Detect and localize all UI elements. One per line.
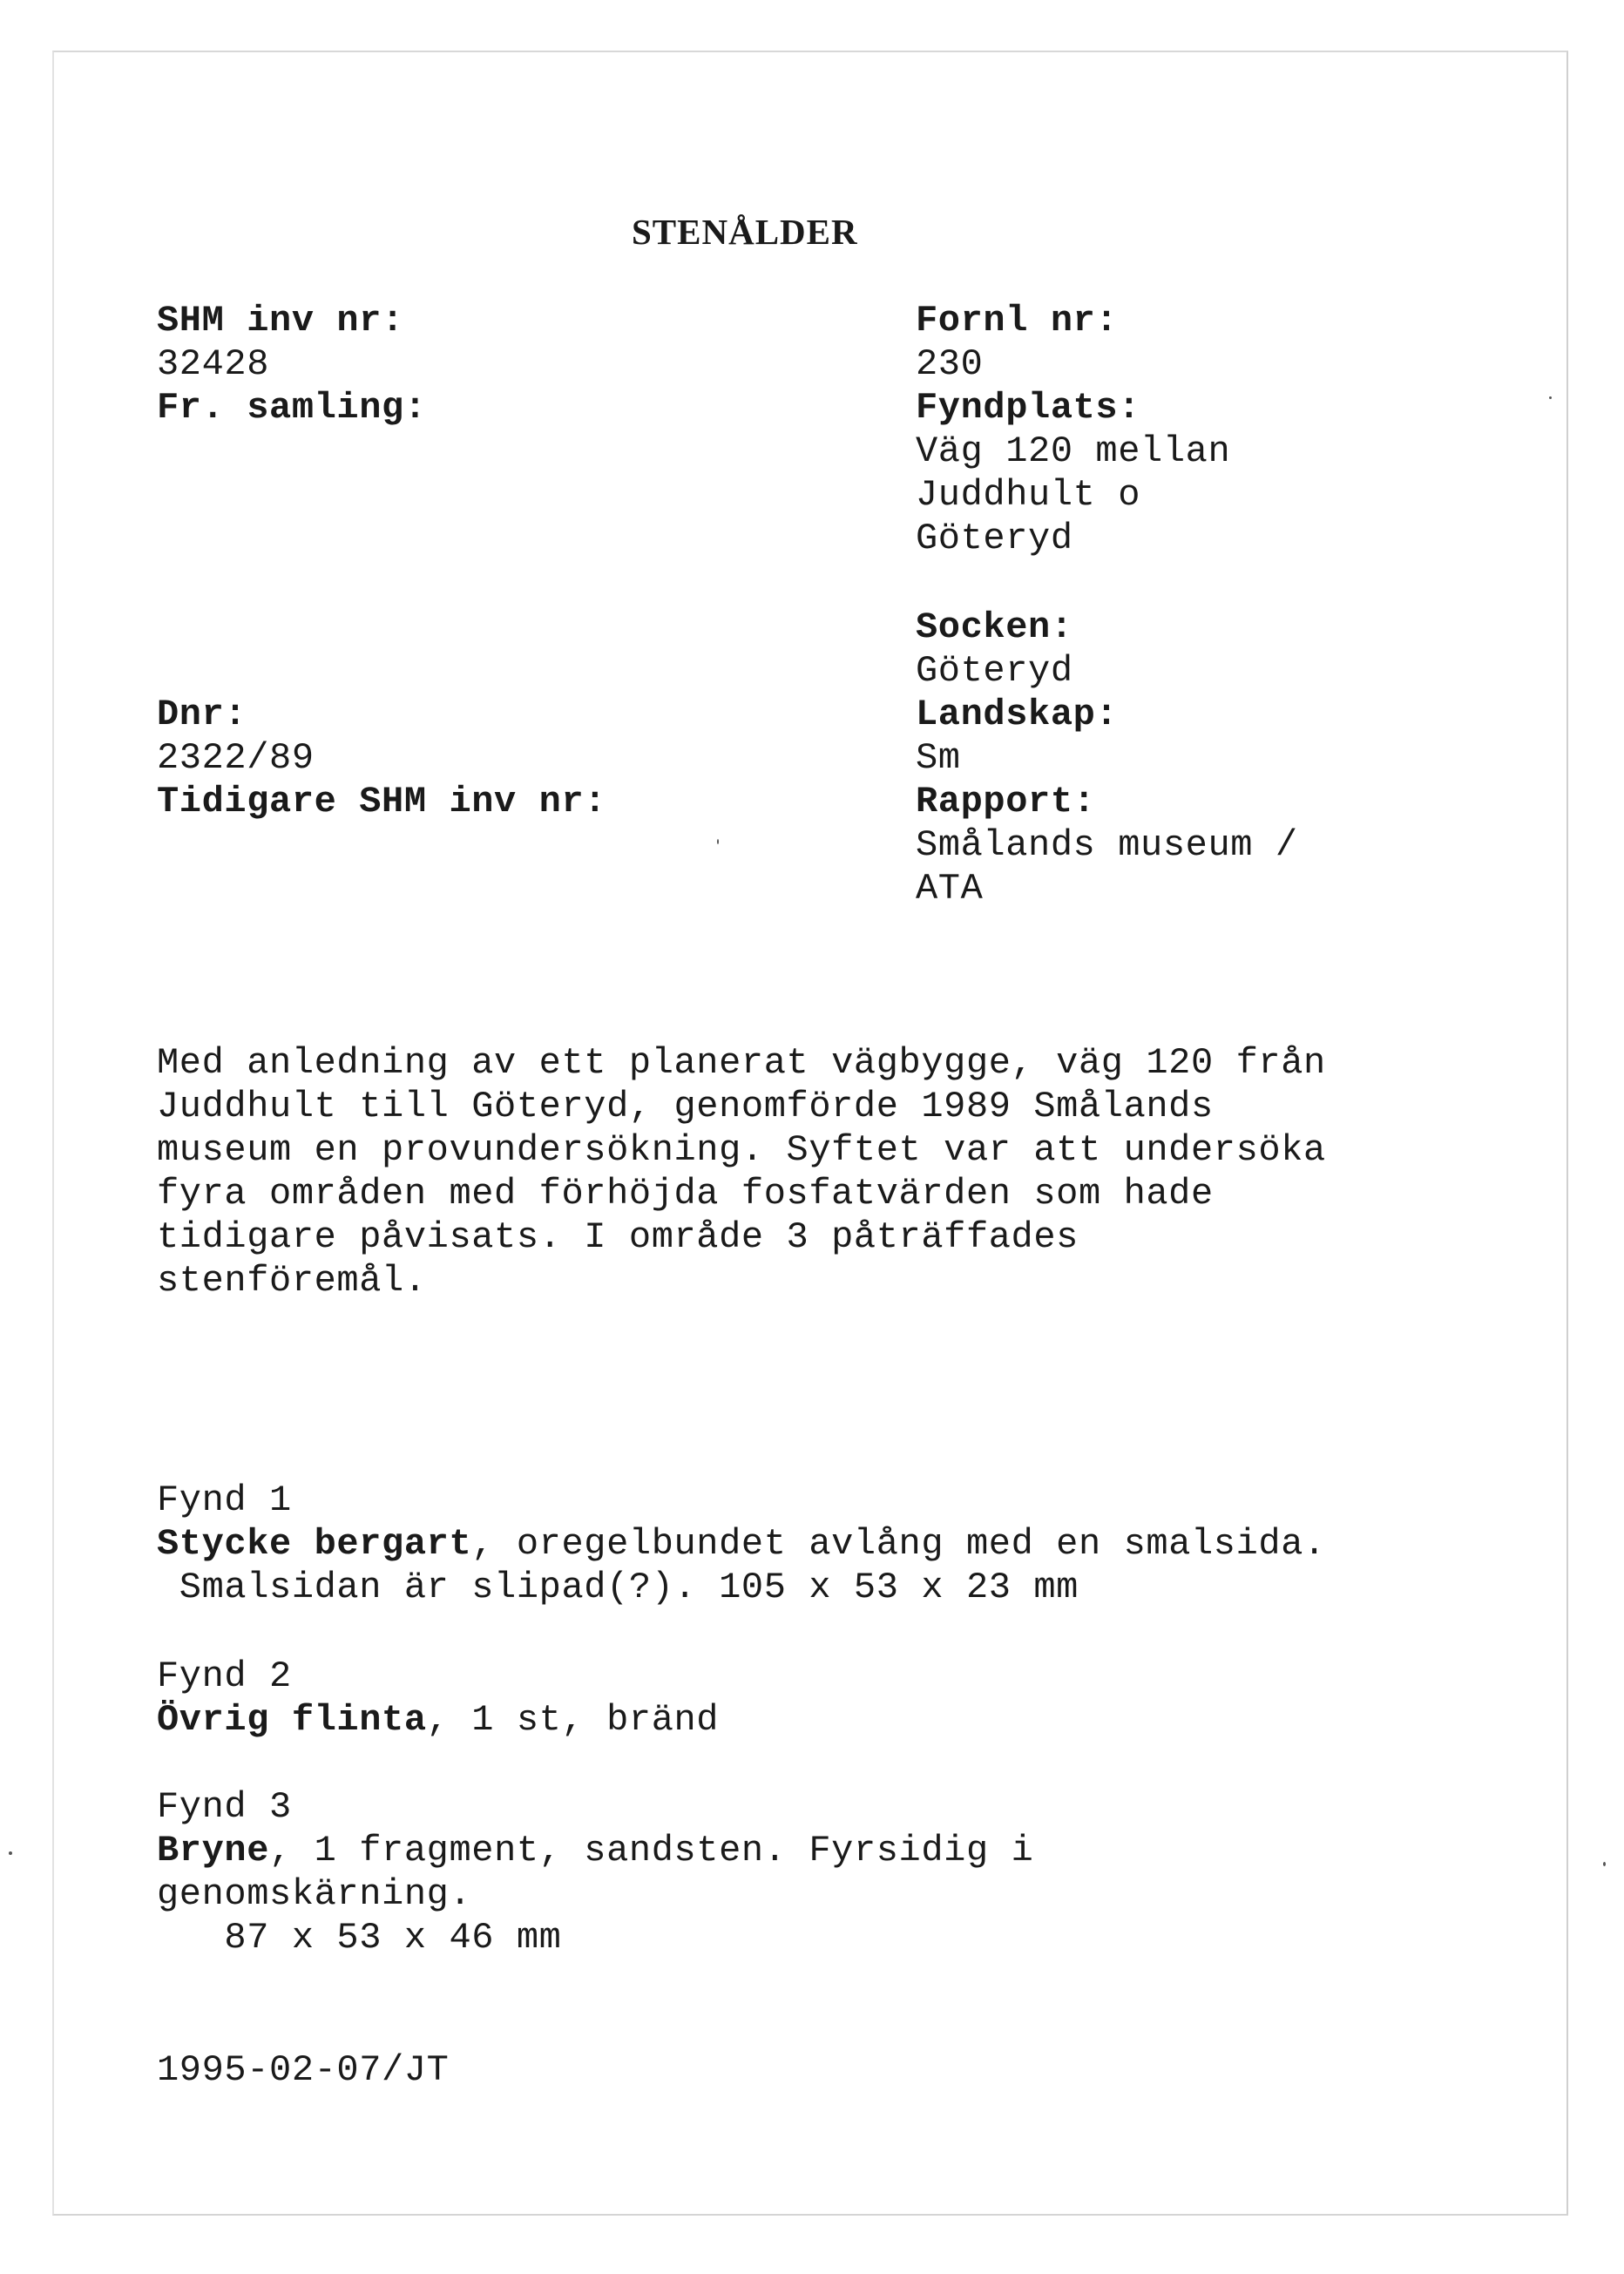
find-extra-line: genomskärning. — [157, 1873, 472, 1915]
find-heading: Fynd 3 — [157, 1786, 292, 1828]
fyndplats-line: Juddhult o — [916, 474, 1141, 516]
shm-inv-value: 32428 — [157, 343, 270, 385]
fyndplats-label: Fyndplats: — [916, 387, 1141, 429]
socken-label: Socken: — [916, 606, 1073, 648]
description-line: Juddhult till Göteryd, genomförde 1989 Smålands — [157, 1086, 1214, 1127]
landskap-label: Landskap: — [916, 694, 1119, 735]
description-line: museum en provundersökning. Syftet var att undersöka — [157, 1129, 1326, 1171]
find-details: , oregelbundet avlång med en smalsida. — [471, 1523, 1326, 1565]
find-name: Stycke bergart — [157, 1523, 472, 1565]
description-line: stenföremål. — [157, 1260, 427, 1302]
find-heading: Fynd 1 — [157, 1479, 292, 1521]
document-title: STENÅLDER — [632, 212, 858, 252]
find-description — [157, 1522, 1326, 1566]
find-description — [157, 1829, 1033, 1872]
find-details: , 1 fragment, sandsten. Fyrsidig i — [269, 1830, 1034, 1871]
scan-speck — [1603, 1862, 1606, 1866]
fr-samling-label: Fr. samling: — [157, 387, 427, 429]
signature-date: 1995-02-07/JT — [157, 2049, 450, 2091]
rapport-label: Rapport: — [916, 781, 1096, 822]
socken-value: Göteryd — [916, 650, 1073, 692]
find-heading: Fynd 2 — [157, 1655, 292, 1697]
description-line: tidigare påvisats. I område 3 påträffades — [157, 1216, 1079, 1258]
landskap-value: Sm — [916, 737, 961, 779]
description-line: Med anledning av ett planerat vägbygge, väg 120 från — [157, 1042, 1326, 1084]
rapport-line: Smålands museum / — [916, 824, 1298, 866]
dnr-value: 2322/89 — [157, 737, 315, 779]
scan-speck — [9, 1851, 12, 1855]
find-extra-line: Smalsidan är slipad(?). 105 x 53 x 23 mm — [157, 1567, 1079, 1608]
rapport-line: ATA — [916, 868, 984, 910]
dnr-label: Dnr: — [157, 694, 247, 735]
find-description — [157, 1698, 719, 1742]
fornl-label: Fornl nr: — [916, 300, 1119, 342]
scan-speck — [1549, 396, 1552, 399]
fyndplats-line: Göteryd — [916, 518, 1073, 559]
find-name: Övrig flinta — [157, 1699, 427, 1741]
fornl-value: 230 — [916, 343, 984, 385]
description-line: fyra områden med förhöjda fosfatvärden som hade — [157, 1173, 1214, 1215]
tidigare-shm-label: Tidigare SHM inv nr: — [157, 781, 607, 822]
shm-inv-label: SHM inv nr: — [157, 300, 404, 342]
scan-speck — [717, 839, 719, 844]
find-name: Bryne — [157, 1830, 270, 1871]
fyndplats-line: Väg 120 mellan — [916, 430, 1231, 472]
find-details: , 1 st, bränd — [426, 1699, 720, 1741]
find-extra-line: 87 x 53 x 46 mm — [157, 1917, 562, 1959]
